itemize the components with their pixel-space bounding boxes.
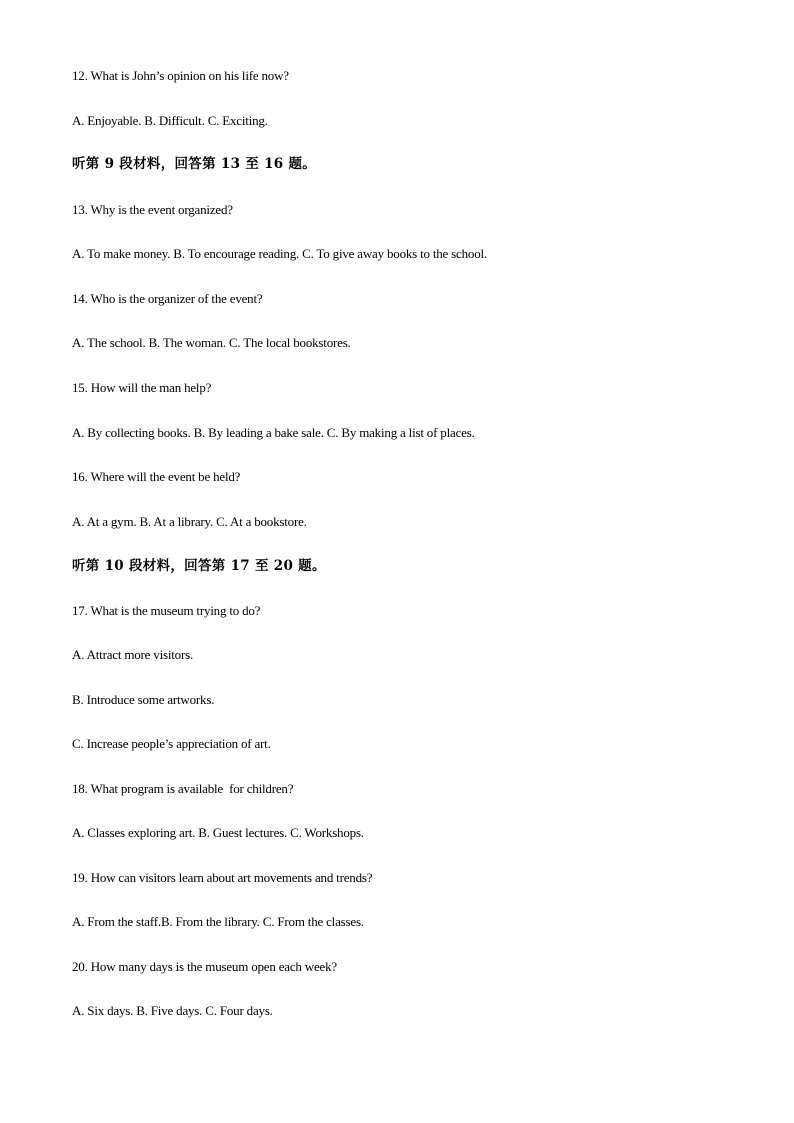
question-16: 16. Where will the event be held? xyxy=(72,469,241,484)
question-19: 19. How can visitors learn about art movements and trends? xyxy=(72,870,373,885)
options-14: A. The school. B. The woman. C. The local bookstores. xyxy=(72,335,351,350)
question-12: 12. What is John’s opinion on his life now? xyxy=(72,68,289,83)
options-20: A. Six days. B. Five days. C. Four days. xyxy=(72,1003,273,1018)
option-17b: B. Introduce some artworks. xyxy=(72,692,215,707)
section-heading-10: 听第 10 段材料，回答第 17 至 20 题。 xyxy=(72,558,326,574)
options-12: A. Enjoyable. B. Difficult. C. Exciting. xyxy=(72,113,268,128)
question-15: 15. How will the man help? xyxy=(72,380,212,395)
question-20: 20. How many days is the museum open each week? xyxy=(72,959,337,974)
question-17: 17. What is the museum trying to do? xyxy=(72,603,261,618)
options-15: A. By collecting books. B. By leading a bake sale. C. By making a list of places. xyxy=(72,425,475,440)
question-14: 14. Who is the organizer of the event? xyxy=(72,291,263,306)
options-19: A. From the staff.B. From the library. C. From the classes. xyxy=(72,914,364,929)
option-17c: C. Increase people’s appreciation of art. xyxy=(72,736,271,751)
question-18: 18. What program is available for children? xyxy=(72,781,294,796)
options-18: A. Classes exploring art. B. Guest lectures. C. Workshops. xyxy=(72,825,364,840)
question-13: 13. Why is the event organized? xyxy=(72,202,233,217)
options-13: A. To make money. B. To encourage reading. C. To give away books to the school. xyxy=(72,246,487,261)
option-17a: A. Attract more visitors. xyxy=(72,647,194,662)
options-16: A. At a gym. B. At a library. C. At a bookstore. xyxy=(72,514,307,529)
section-heading-9: 听第 9 段材料，回答第 13 至 16 题。 xyxy=(72,156,317,172)
